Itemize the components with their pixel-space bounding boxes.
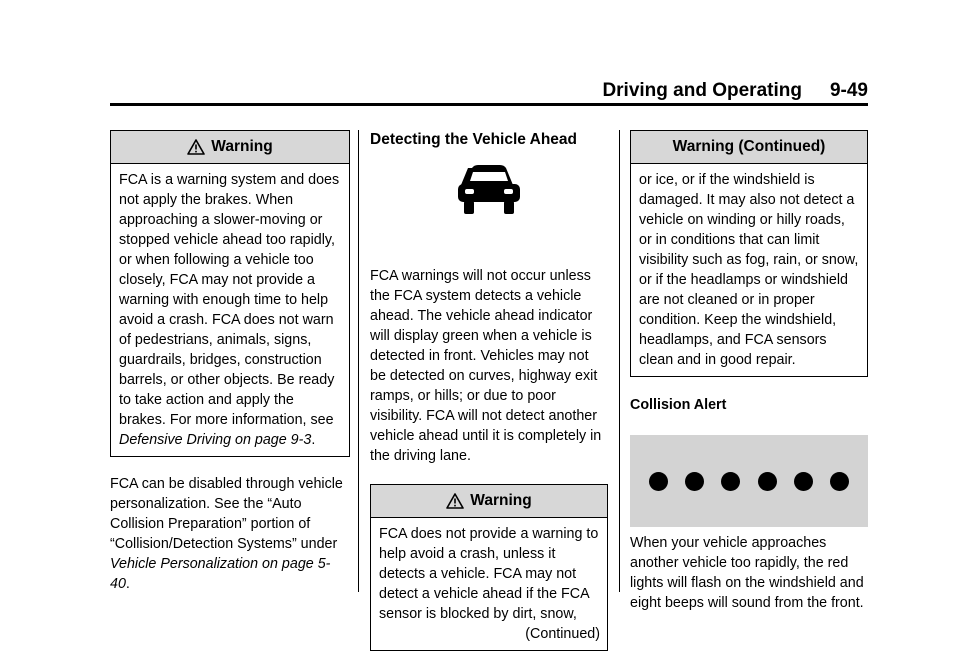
alert-light (685, 472, 704, 491)
header-rule (110, 103, 868, 106)
warning-title: Warning (470, 492, 532, 509)
alert-light (830, 472, 849, 491)
warning-body (631, 164, 867, 376)
warning-triangle-icon (187, 139, 205, 155)
warning-header (371, 485, 607, 518)
warning-title: Warning (211, 138, 273, 155)
collision-alert-heading: Collision Alert (630, 397, 727, 413)
warning-body (111, 164, 349, 456)
warning-text: or ice, or if the windshield is damaged. It may also not detect a vehicle on winding or hilly roads, or in conditions that can limit visibility such as fog, rain, or snow, or if the headlamps or windshield are not cleaned or in proper condition. Keep the windshield, headlamps, and FCA sensors clean and in good repair. (639, 172, 859, 368)
column-2 (370, 130, 608, 651)
alert-light (721, 472, 740, 491)
warning-box-continued (630, 130, 868, 377)
warning-cross-reference: Defensive Driving on page 9-3 (119, 432, 312, 448)
paragraph-end: . (125, 576, 130, 592)
column-3 (630, 130, 868, 613)
collision-alert-lights (630, 435, 868, 527)
detection-paragraph: FCA warnings will not occur unless the FCA system detects a vehicle ahead. The vehicle ahead indicator will display green when a vehicle is detected in front. Vehicles may not be detected on curves, highway exit ramps, or hills; or due to poor visibility. FCA will not detect another vehicle ahead until it is completely in the driving lane. (370, 268, 602, 464)
section-title: Driving and Operating (602, 80, 802, 101)
warning-header (111, 131, 349, 164)
alert-light (649, 472, 668, 491)
page-header (110, 80, 868, 102)
continued-label: (Continued) (525, 626, 600, 642)
warning-box-1 (110, 130, 350, 457)
paragraph-cross-reference: Vehicle Personalization on page 5-40 (110, 556, 331, 592)
section-heading: Detecting the Vehicle Ahead (370, 131, 578, 148)
paragraph-text: FCA can be disabled through vehicle personalization. See the “Auto Collision Preparation” portion of “Collision/Detection Systems” under (110, 476, 343, 552)
personalization-paragraph (110, 474, 350, 594)
alert-light (794, 472, 813, 491)
warning-text: FCA is a warning system and does not apply the brakes. When approaching a slower-moving or stopped vehicle ahead too rapidly, or when following a vehicle too closely, FCA may not provide a warning with enough time to help avoid a crash. FCA does not warn of pedestrians, animals, signs, guardrails, bridges, construction barrels, or other objects. Be ready to take action and apply the brakes. For more information, see (119, 172, 340, 428)
alert-light (758, 472, 777, 491)
column-divider-1 (358, 130, 359, 592)
warning-body (371, 518, 607, 650)
page-number: 9-49 (829, 80, 868, 101)
warning-text: FCA does not provide a warning to help avoid a crash, unless it detects a vehicle. FCA may not detect a vehicle ahead if the FCA sensor is blocked by dirt, snow, (379, 526, 599, 622)
collision-alert-paragraph: When your vehicle approaches another vehicle too rapidly, the red lights will flash on the windshield and eight beeps will sound from the front. (630, 535, 864, 611)
column-divider-2 (619, 130, 620, 592)
warning-ref-end: . (311, 432, 316, 448)
warning-header: Warning (Continued) (631, 131, 867, 164)
warning-box-2 (370, 484, 608, 651)
vehicle-ahead-icon (370, 164, 608, 254)
column-1 (110, 130, 350, 594)
warning-triangle-icon (446, 493, 464, 509)
